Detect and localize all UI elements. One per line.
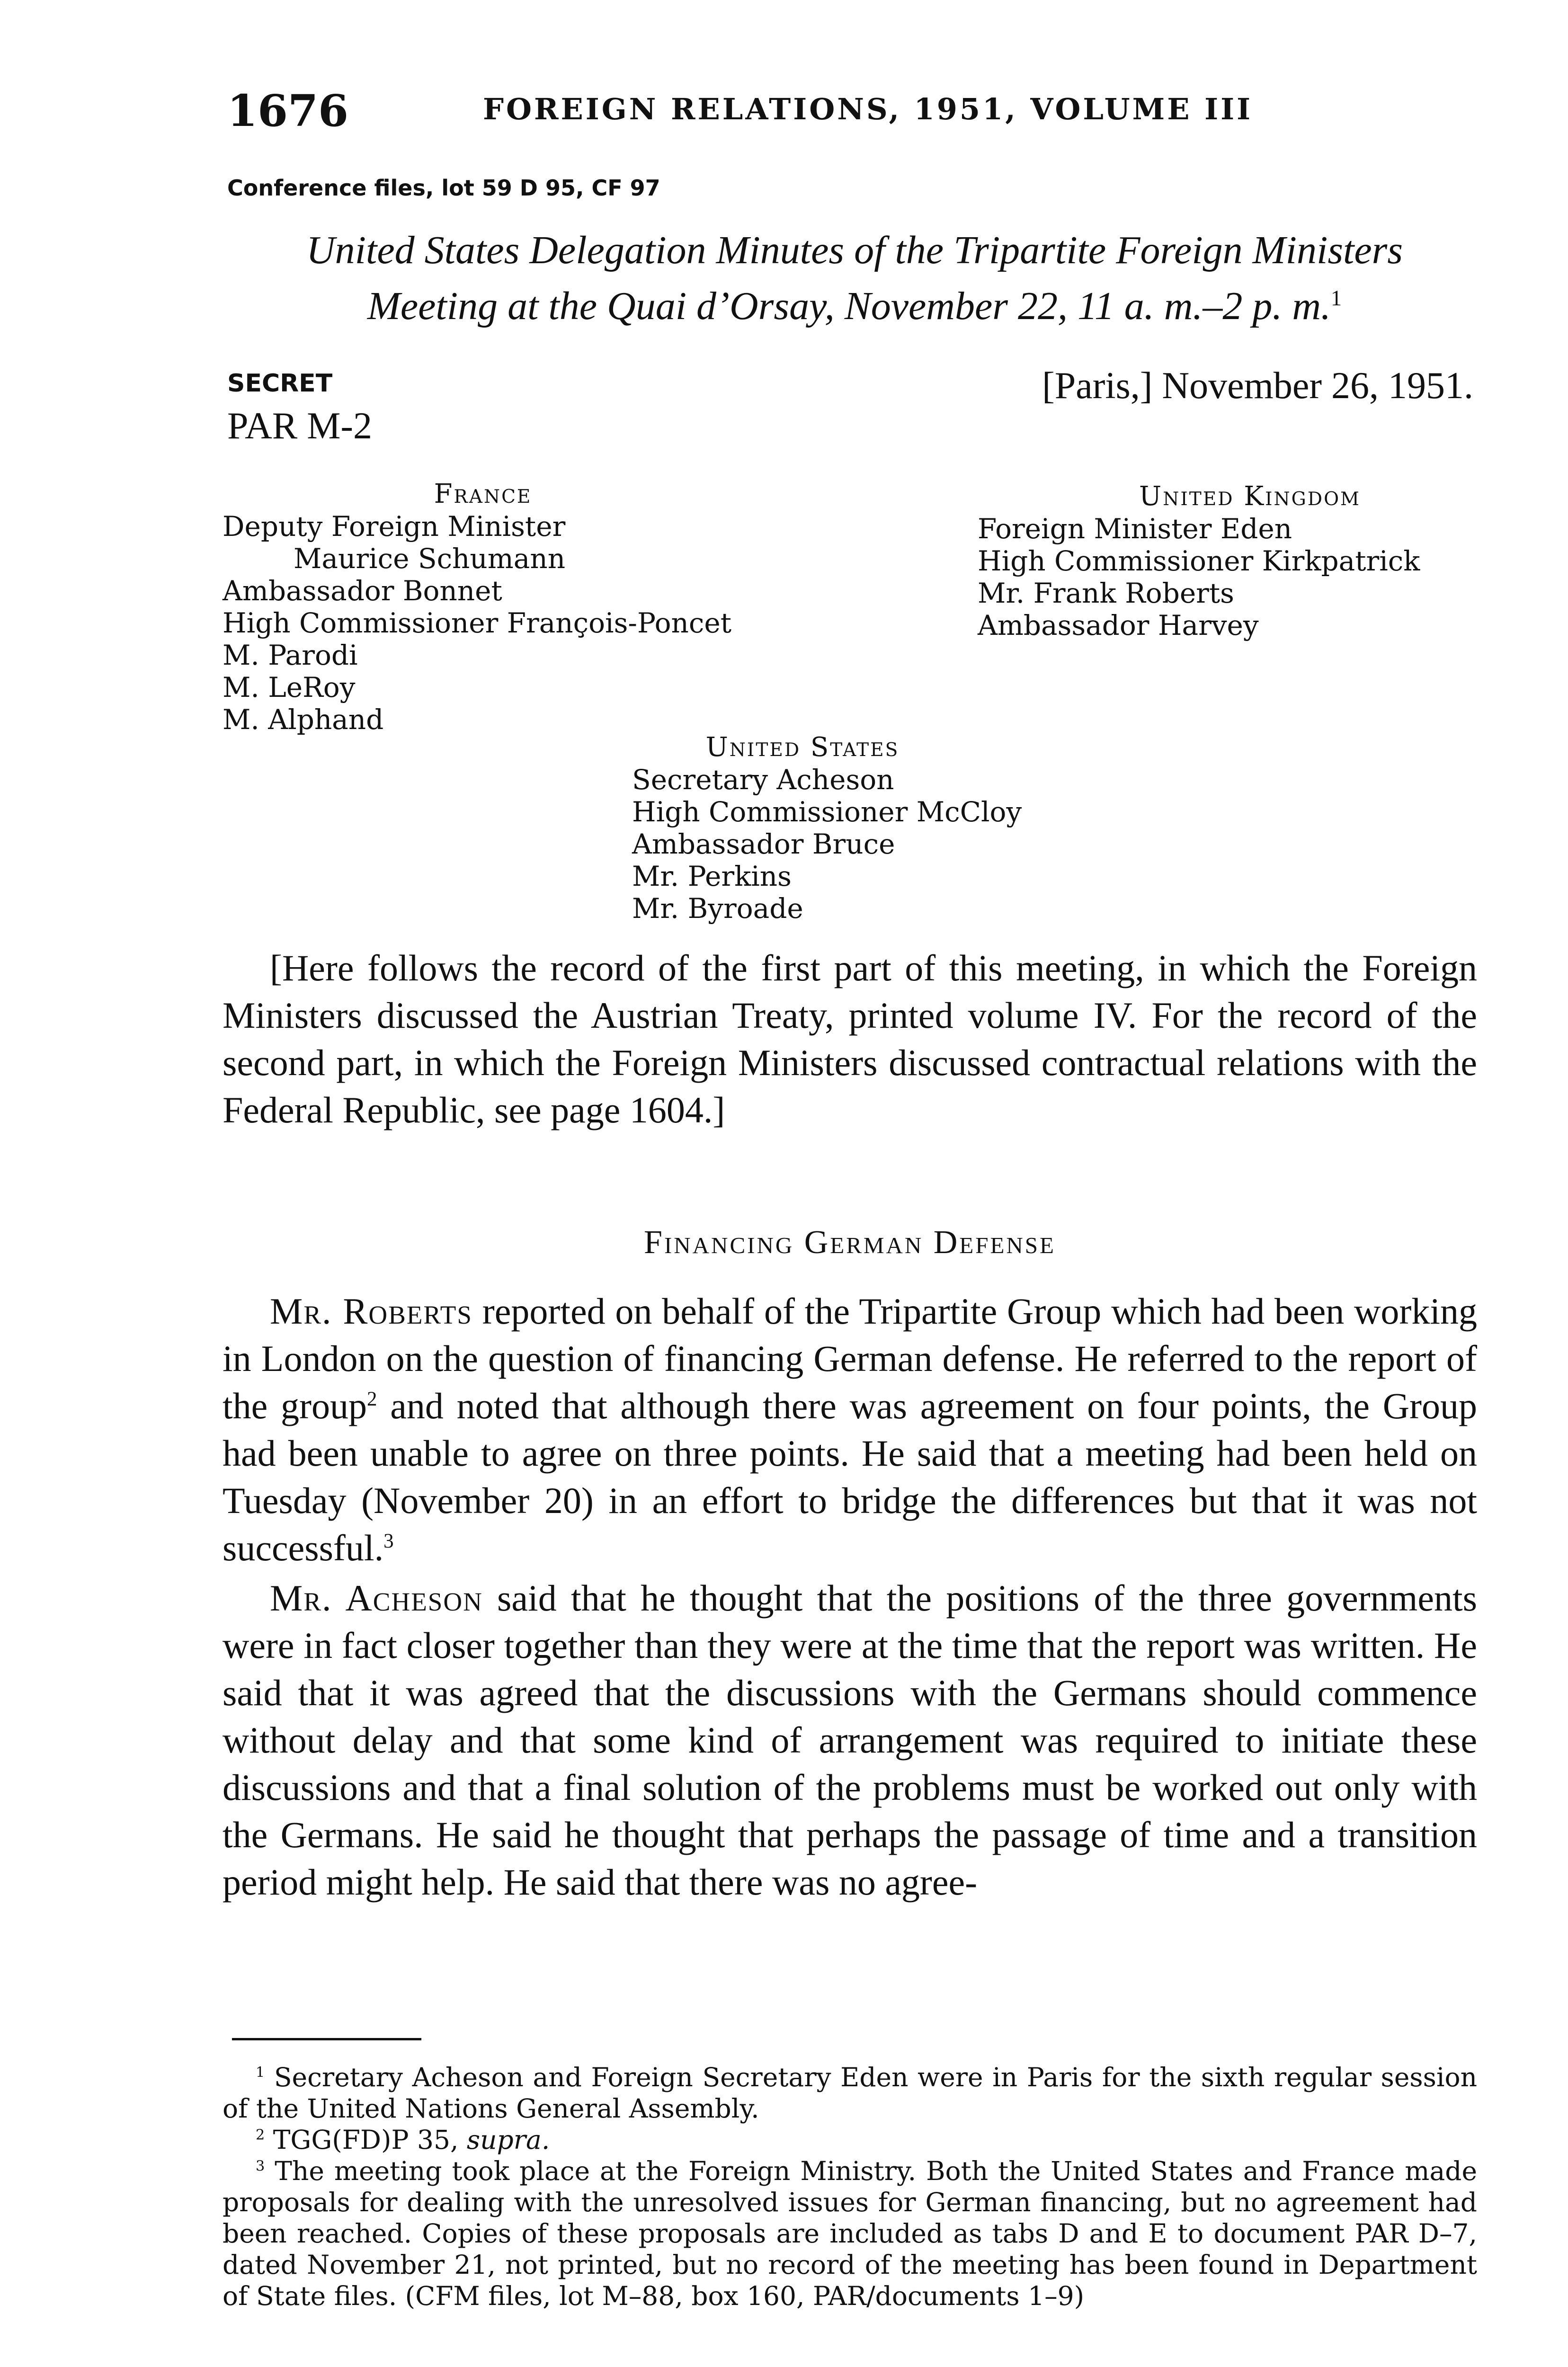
participant: M. Parodi — [223, 639, 358, 671]
participant: High Commissioner Kirkpatrick — [978, 545, 1420, 577]
participant: Maurice Schumann — [294, 543, 566, 575]
paragraph-text: reported on behalf of the Tripartite Group which had been working in London on the question of financing German defense. He referred to the report of the group — [223, 1290, 1477, 1426]
participant: High Commissioner François-Poncet — [223, 607, 732, 639]
running-head — [227, 85, 1477, 142]
footnote — [223, 2062, 1477, 2124]
footnote-italic: supra. — [466, 2125, 550, 2155]
title-line-1: United States Delegation Minutes of the Tripartite Foreign Ministers — [306, 228, 1403, 272]
delegation-united-kingdom — [978, 481, 1522, 641]
footnote-text: The meeting took place at the Foreign Ministry. Both the United States and France made proposals for dealing with the unresolved issues for German financing, but no agreement had been reached. Copies of these proposals are included as tabs D and E to document PAR D–7, dated November 21, not printed, but no record of the meeting has been found in Department of State files. (CFM files, lot M–88, box 160, PAR/documents 1–9) — [223, 2156, 1477, 2311]
delegation-heading: United States — [705, 732, 900, 763]
title-footnote-ref: 1 — [1331, 286, 1342, 310]
participant: Deputy Foreign Minister — [223, 510, 566, 543]
footnote-number: 3 — [256, 2158, 265, 2175]
classification-marking: SECRET — [227, 369, 333, 398]
participant: Secretary Acheson — [632, 764, 894, 796]
page-number: 1676 — [227, 85, 349, 136]
footnote-text: TGG(FD)P 35, — [273, 2125, 467, 2155]
footnote — [223, 2155, 1477, 2312]
section-heading: Financing German Defense — [644, 1224, 1056, 1261]
participant: Ambassador Bonnet — [223, 575, 502, 607]
footnote-ref: 2 — [367, 1388, 377, 1410]
participant: Ambassador Bruce — [632, 828, 895, 860]
participant: Ambassador Harvey — [978, 609, 1259, 641]
paragraph-text: and noted that although there was agreement on four points, the Group had been unable to agree on three points. He said that a meeting had been held on Tuesday (November 20) in an effort to bridge the differences but that it was not successful. — [223, 1385, 1478, 1568]
participant: Mr. Perkins — [632, 860, 792, 892]
footnote-ref: 3 — [383, 1530, 394, 1552]
participant: M. LeRoy — [223, 671, 356, 703]
footnote-text: Secretary Acheson and Foreign Secretary Eden were in Paris for the sixth regular session of the United Nations General Assembly. — [223, 2062, 1478, 2124]
footnote — [223, 2124, 1477, 2155]
paragraph — [223, 1288, 1477, 1572]
title-line-2-text: Meeting at the Quai d’Orsay, November 22, 11 a. m.–2 p. m. — [367, 284, 1331, 328]
footnote-number: 2 — [256, 2127, 265, 2144]
speaker-name: Mr. Roberts — [270, 1290, 472, 1332]
place-date: [Paris,] November 26, 1951. — [1042, 365, 1473, 407]
editorial-note — [223, 944, 1477, 1134]
footnote-number: 1 — [256, 2064, 265, 2081]
document-title — [227, 222, 1482, 334]
title-line-2 — [227, 278, 1482, 334]
delegation-france — [223, 478, 838, 736]
delegation-heading: United Kingdom — [1139, 481, 1361, 512]
delegation-united-states — [632, 731, 1105, 925]
editorial-note-text: [Here follows the record of the first part of this meeting, in which the Foreign Ministers discussed the Austrian Treaty, printed volume IV. For the record of the second part, in which the Foreign Ministers discussed contractual relations with the Federal Republic, see page 1604.] — [223, 947, 1477, 1130]
series-title: FOREIGN RELATIONS, 1951, VOLUME III — [483, 92, 1253, 126]
participant: Mr. Frank Roberts — [978, 577, 1234, 609]
delegation-heading: France — [434, 479, 532, 509]
participant: Mr. Byroade — [632, 892, 803, 925]
footnotes — [223, 2062, 1477, 2312]
minutes-body — [223, 1288, 1477, 1906]
document-number: PAR M-2 — [227, 405, 373, 447]
source-citation: Conference files, lot 59 D 95, CF 97 — [227, 175, 660, 201]
participant: Foreign Minister Eden — [978, 513, 1292, 545]
speaker-name: Mr. Acheson — [270, 1577, 483, 1619]
paragraph — [223, 1575, 1477, 1906]
participant: High Commissioner McCloy — [632, 796, 1022, 828]
footnote-divider — [232, 2038, 421, 2040]
paragraph-text: said that he thought that the positions of the three governments were in fact closer together than they were at the time that the report was written. He said that it was agreed that the discussions with the Germans should commence without delay and that some kind of arrangement was required to initiate these discussions and that a final solution of the problems must be worked out only with the Germans. He said he thought that perhaps the passage of time and a transition period might help. He said that there was no agree- — [223, 1577, 1477, 1903]
participant: M. Alphand — [223, 703, 384, 736]
